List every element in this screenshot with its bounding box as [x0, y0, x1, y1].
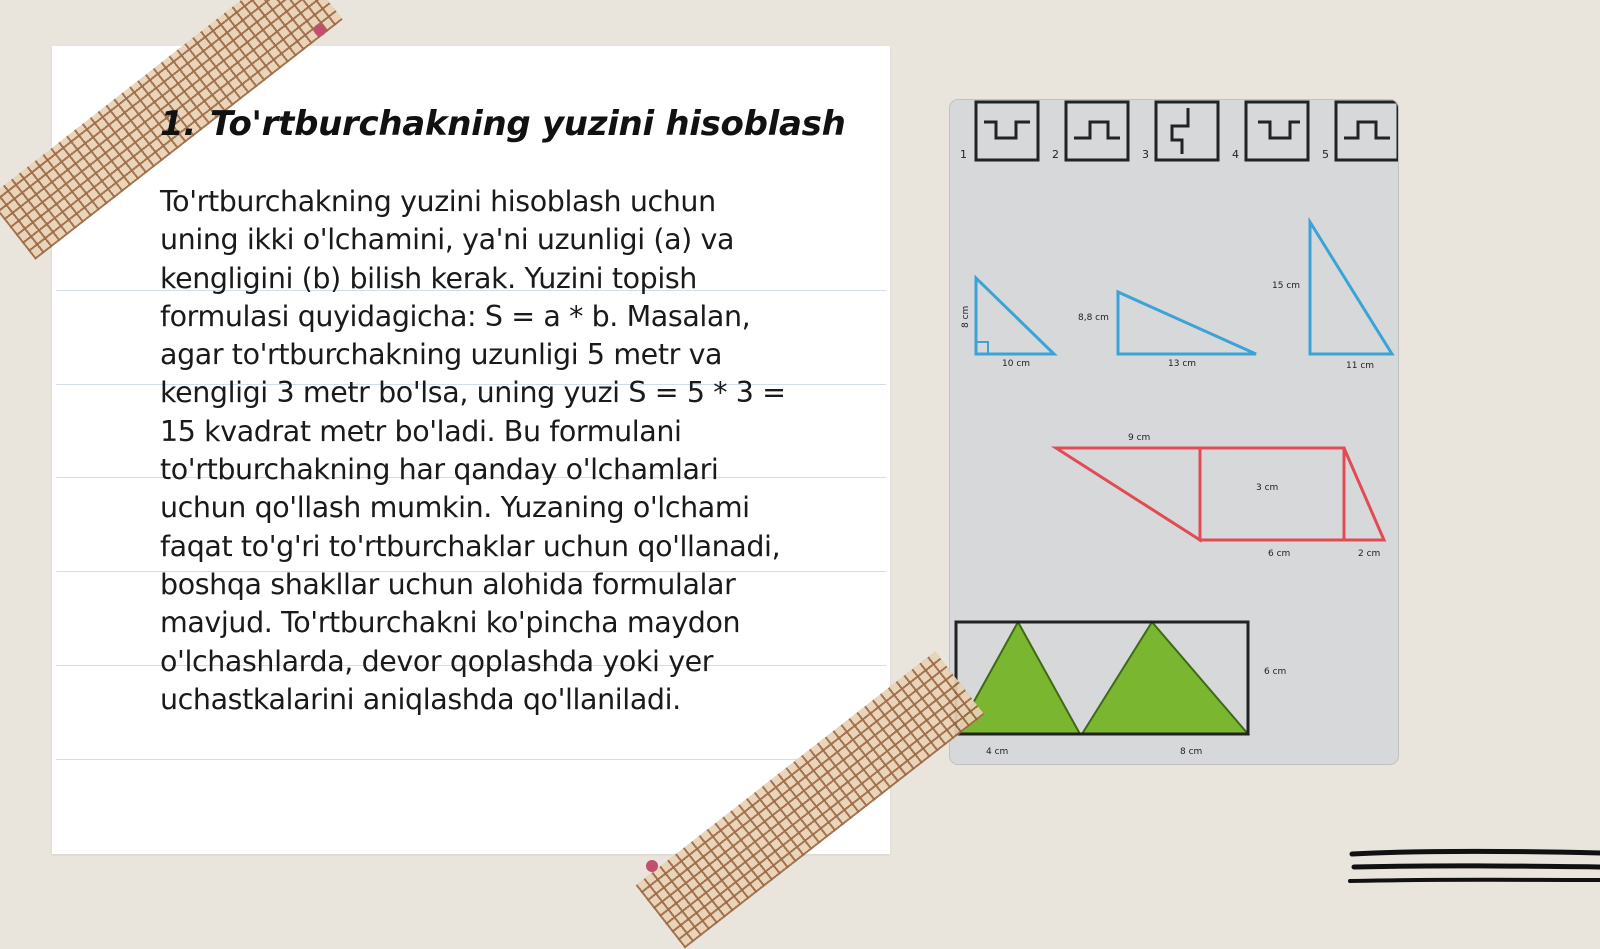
dimension-label: 8,8 cm	[1078, 313, 1109, 323]
geometry-figure-svg	[950, 100, 1398, 764]
box-number: 5	[1322, 148, 1329, 161]
box-number: 2	[1052, 148, 1059, 161]
box-5	[1336, 102, 1398, 160]
body-paragraph	[160, 183, 840, 719]
pin-dot	[314, 24, 326, 36]
body-line: uning ikki o'lchamini, ya'ni uzunligi (a) va	[160, 223, 735, 257]
path-icon-4	[1258, 122, 1300, 138]
dimension-label: 6 cm	[1268, 549, 1291, 559]
dimension-label: 8 cm	[961, 305, 971, 328]
body-line: formulasi quyidagicha: S = a * b. Masalan,	[160, 299, 751, 333]
body-line: agar to'rtburchakning uzunligi 5 metr va	[160, 338, 723, 372]
pin-dot	[646, 860, 658, 872]
body-line: To'rtburchakning yuzini hisoblash uchun	[160, 185, 716, 218]
box-number: 3	[1142, 148, 1149, 161]
box-number: 1	[960, 148, 967, 161]
dimension-label: 15 cm	[1272, 281, 1301, 291]
path-icon-2	[1074, 122, 1120, 138]
dimension-label: 6 cm	[1264, 667, 1287, 677]
brush-lines-decoration	[1348, 848, 1600, 890]
blue-triangles	[976, 222, 1392, 354]
dimension-label: 9 cm	[1128, 433, 1151, 443]
body-line: boshqa shakllar uchun alohida formulalar	[160, 567, 736, 601]
heading-number: 1.	[160, 104, 196, 144]
body-line: mavjud. To'rtburchakni ko'pincha maydon	[160, 606, 741, 640]
body-line: kengligini (b) bilish kerak. Yuzini topish	[160, 261, 697, 295]
body-line: faqat to'g'ri to'rtburchaklar uchun qo'llanadi,	[160, 529, 781, 563]
green-triangle-2	[1082, 622, 1248, 734]
dimension-label: 10 cm	[1002, 359, 1031, 369]
box-4	[1246, 102, 1308, 160]
dimension-label: 13 cm	[1168, 359, 1197, 369]
dimension-label: 8 cm	[1180, 747, 1203, 757]
red-left-triangle	[1056, 448, 1200, 540]
numbered-boxes-row	[976, 102, 1398, 160]
body-line: kengligi 3 metr bo'lsa, uning yuzi S = 5 * 3 =	[160, 376, 786, 410]
path-icon-1	[984, 122, 1030, 138]
box-1	[976, 102, 1038, 160]
path-icon-5	[1344, 122, 1390, 138]
dimension-label: 11 cm	[1346, 361, 1375, 371]
blue-triangle-2	[1118, 292, 1256, 354]
dimension-label: 2 cm	[1358, 549, 1381, 559]
heading-text: To'rtburchakning yuzini hisoblash	[209, 104, 846, 144]
body-line: to'rtburchakning har qanday o'lchamlari	[160, 453, 719, 487]
body-line: uchastkalarini aniqlashda qo'llaniladi.	[160, 682, 681, 716]
box-2	[1066, 102, 1128, 160]
dimension-label: 3 cm	[1256, 483, 1279, 493]
dimension-label: 4 cm	[986, 747, 1009, 757]
box-number: 4	[1232, 148, 1239, 161]
red-right-triangle	[1344, 448, 1384, 540]
path-icon-3	[1172, 108, 1188, 154]
body-line: o'lchashlarda, devor qoplashda yoki yer	[160, 644, 714, 678]
slide-heading	[160, 104, 846, 144]
geometry-figure-image	[950, 100, 1398, 764]
green-triangles-figure	[956, 622, 1248, 734]
right-angle-mark	[976, 342, 988, 354]
body-line: uchun qo'llash mumkin. Yuzaning o'lchami	[160, 491, 750, 525]
blue-triangle-3	[1310, 222, 1392, 354]
paper-rule	[56, 759, 886, 760]
body-line: 15 kvadrat metr bo'ladi. Bu formulani	[160, 414, 682, 448]
red-composite-figure	[1056, 448, 1384, 540]
red-rectangle	[1200, 448, 1344, 540]
